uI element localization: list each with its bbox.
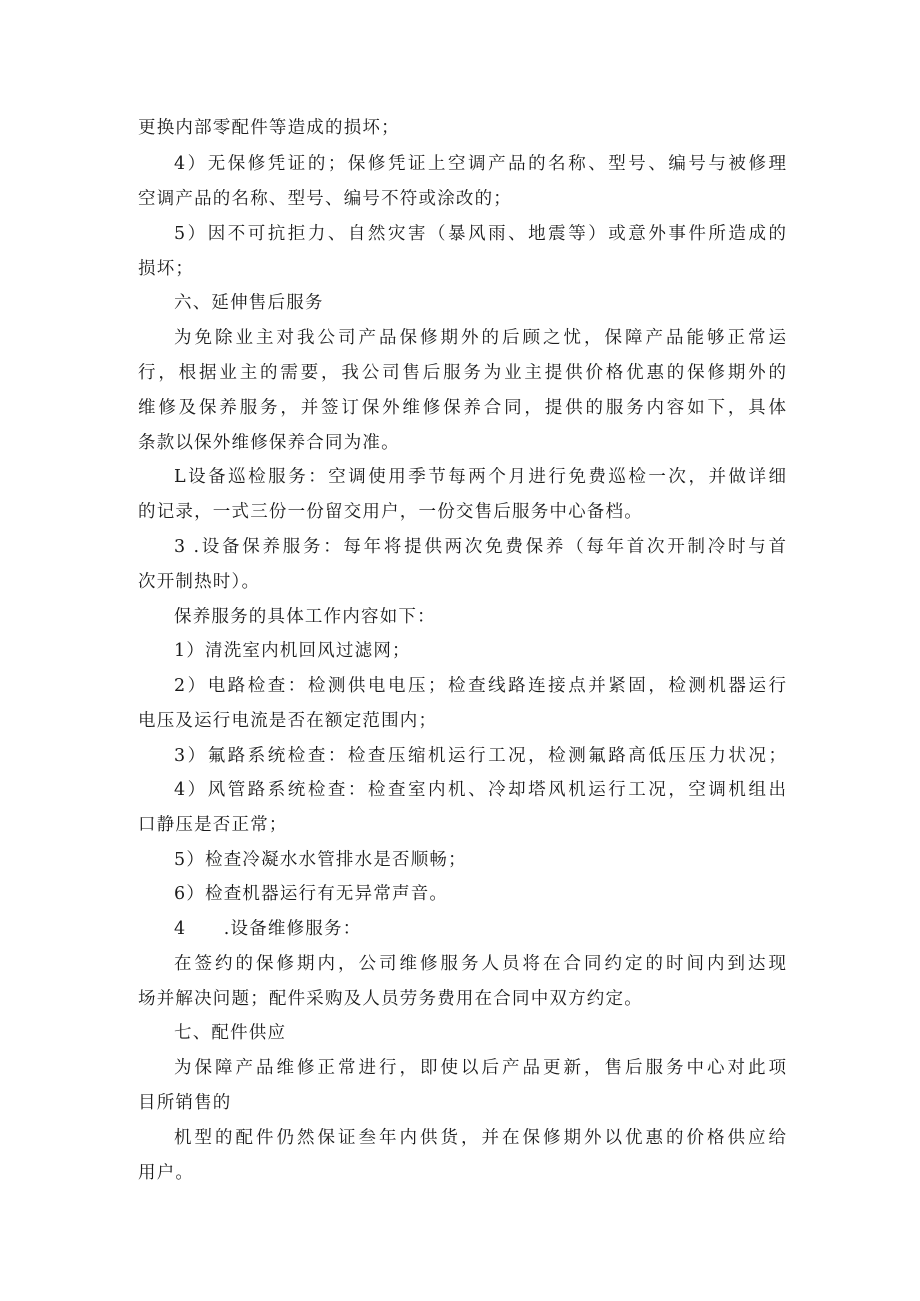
text-line: 空调产品的名称、型号、编号不符或涂改的； xyxy=(138,189,512,209)
text-line: 条款以保外维修保养合同为准。 xyxy=(138,433,400,453)
text-line: 维修及保养服务，并签订保外维修保养合同，提供的服务内容如下，具体 xyxy=(138,398,786,418)
text-line: 用户。 xyxy=(138,1163,195,1183)
text-line: 目所销售的 xyxy=(138,1093,232,1113)
text-line: 损坏； xyxy=(138,259,195,279)
section-heading: 七、配件供应 xyxy=(174,1023,287,1043)
text-line: 在签约的保修期内，公司维修服务人员将在合同约定的时间内到达现 xyxy=(174,954,786,974)
text-line: 的记录，一式三份一份留交用户，一份交售后服务中心备档。 xyxy=(138,502,643,522)
text-line: 4）无保修凭证的；保修凭证上空调产品的名称、型号、编号与被修理 xyxy=(174,154,786,174)
text-line: 场并解决问题；配件采购及人员劳务费用在合同中双方约定。 xyxy=(138,989,643,1009)
text-line: 口静压是否正常； xyxy=(138,815,288,835)
text-line: 2）电路检查：检测供电电压；检查线路连接点并紧固，检测机器运行 xyxy=(174,676,786,696)
text-line: 4 .设备维修服务： xyxy=(174,919,362,939)
text-line: 1）清洗室内机回风过滤网； xyxy=(174,641,411,661)
text-line: 为保障产品维修正常进行，即使以后产品更新，售后服务中心对此项 xyxy=(174,1058,786,1078)
text-line: 6）检查机器运行有无异常声音。 xyxy=(174,884,449,904)
text-line: 为免除业主对我公司产品保修期外的后顾之忧，保障产品能够正常运 xyxy=(174,328,786,348)
text-line: 电压及运行电流是否在额定范围内； xyxy=(138,711,438,731)
text-line: 行，根据业主的需要，我公司售后服务为业主提供价格优惠的保修期外的 xyxy=(138,363,786,383)
text-line: 3）氟路系统检查：检查压缩机运行工况，检测氟路高低压压力状况； xyxy=(174,746,786,766)
text-line: 更换内部零配件等造成的损坏； xyxy=(138,118,400,138)
text-line: 3 .设备保养服务：每年将提供两次免费保养（每年首次开制冷时与首 xyxy=(174,537,786,557)
text-line: 5）检查冷凝水水管排水是否顺畅； xyxy=(174,850,467,870)
text-line: 次开制热时）。 xyxy=(138,572,261,592)
text-line: 4）风管路系统检查：检查室内机、冷却塔风机运行工况，空调机组出 xyxy=(174,780,786,800)
text-line: 机型的配件仍然保证叁年内供货，并在保修期外以优惠的价格供应给 xyxy=(174,1128,786,1148)
text-line: L设备巡检服务：空调使用季节每两个月进行免费巡检一次，并做详细 xyxy=(174,467,786,487)
section-heading: 六、延伸售后服务 xyxy=(174,293,324,313)
text-line: 保养服务的具体工作内容如下： xyxy=(174,607,436,627)
text-line: 5）因不可抗拒力、自然灾害（暴风雨、地震等）或意外事件所造成的 xyxy=(174,224,786,244)
